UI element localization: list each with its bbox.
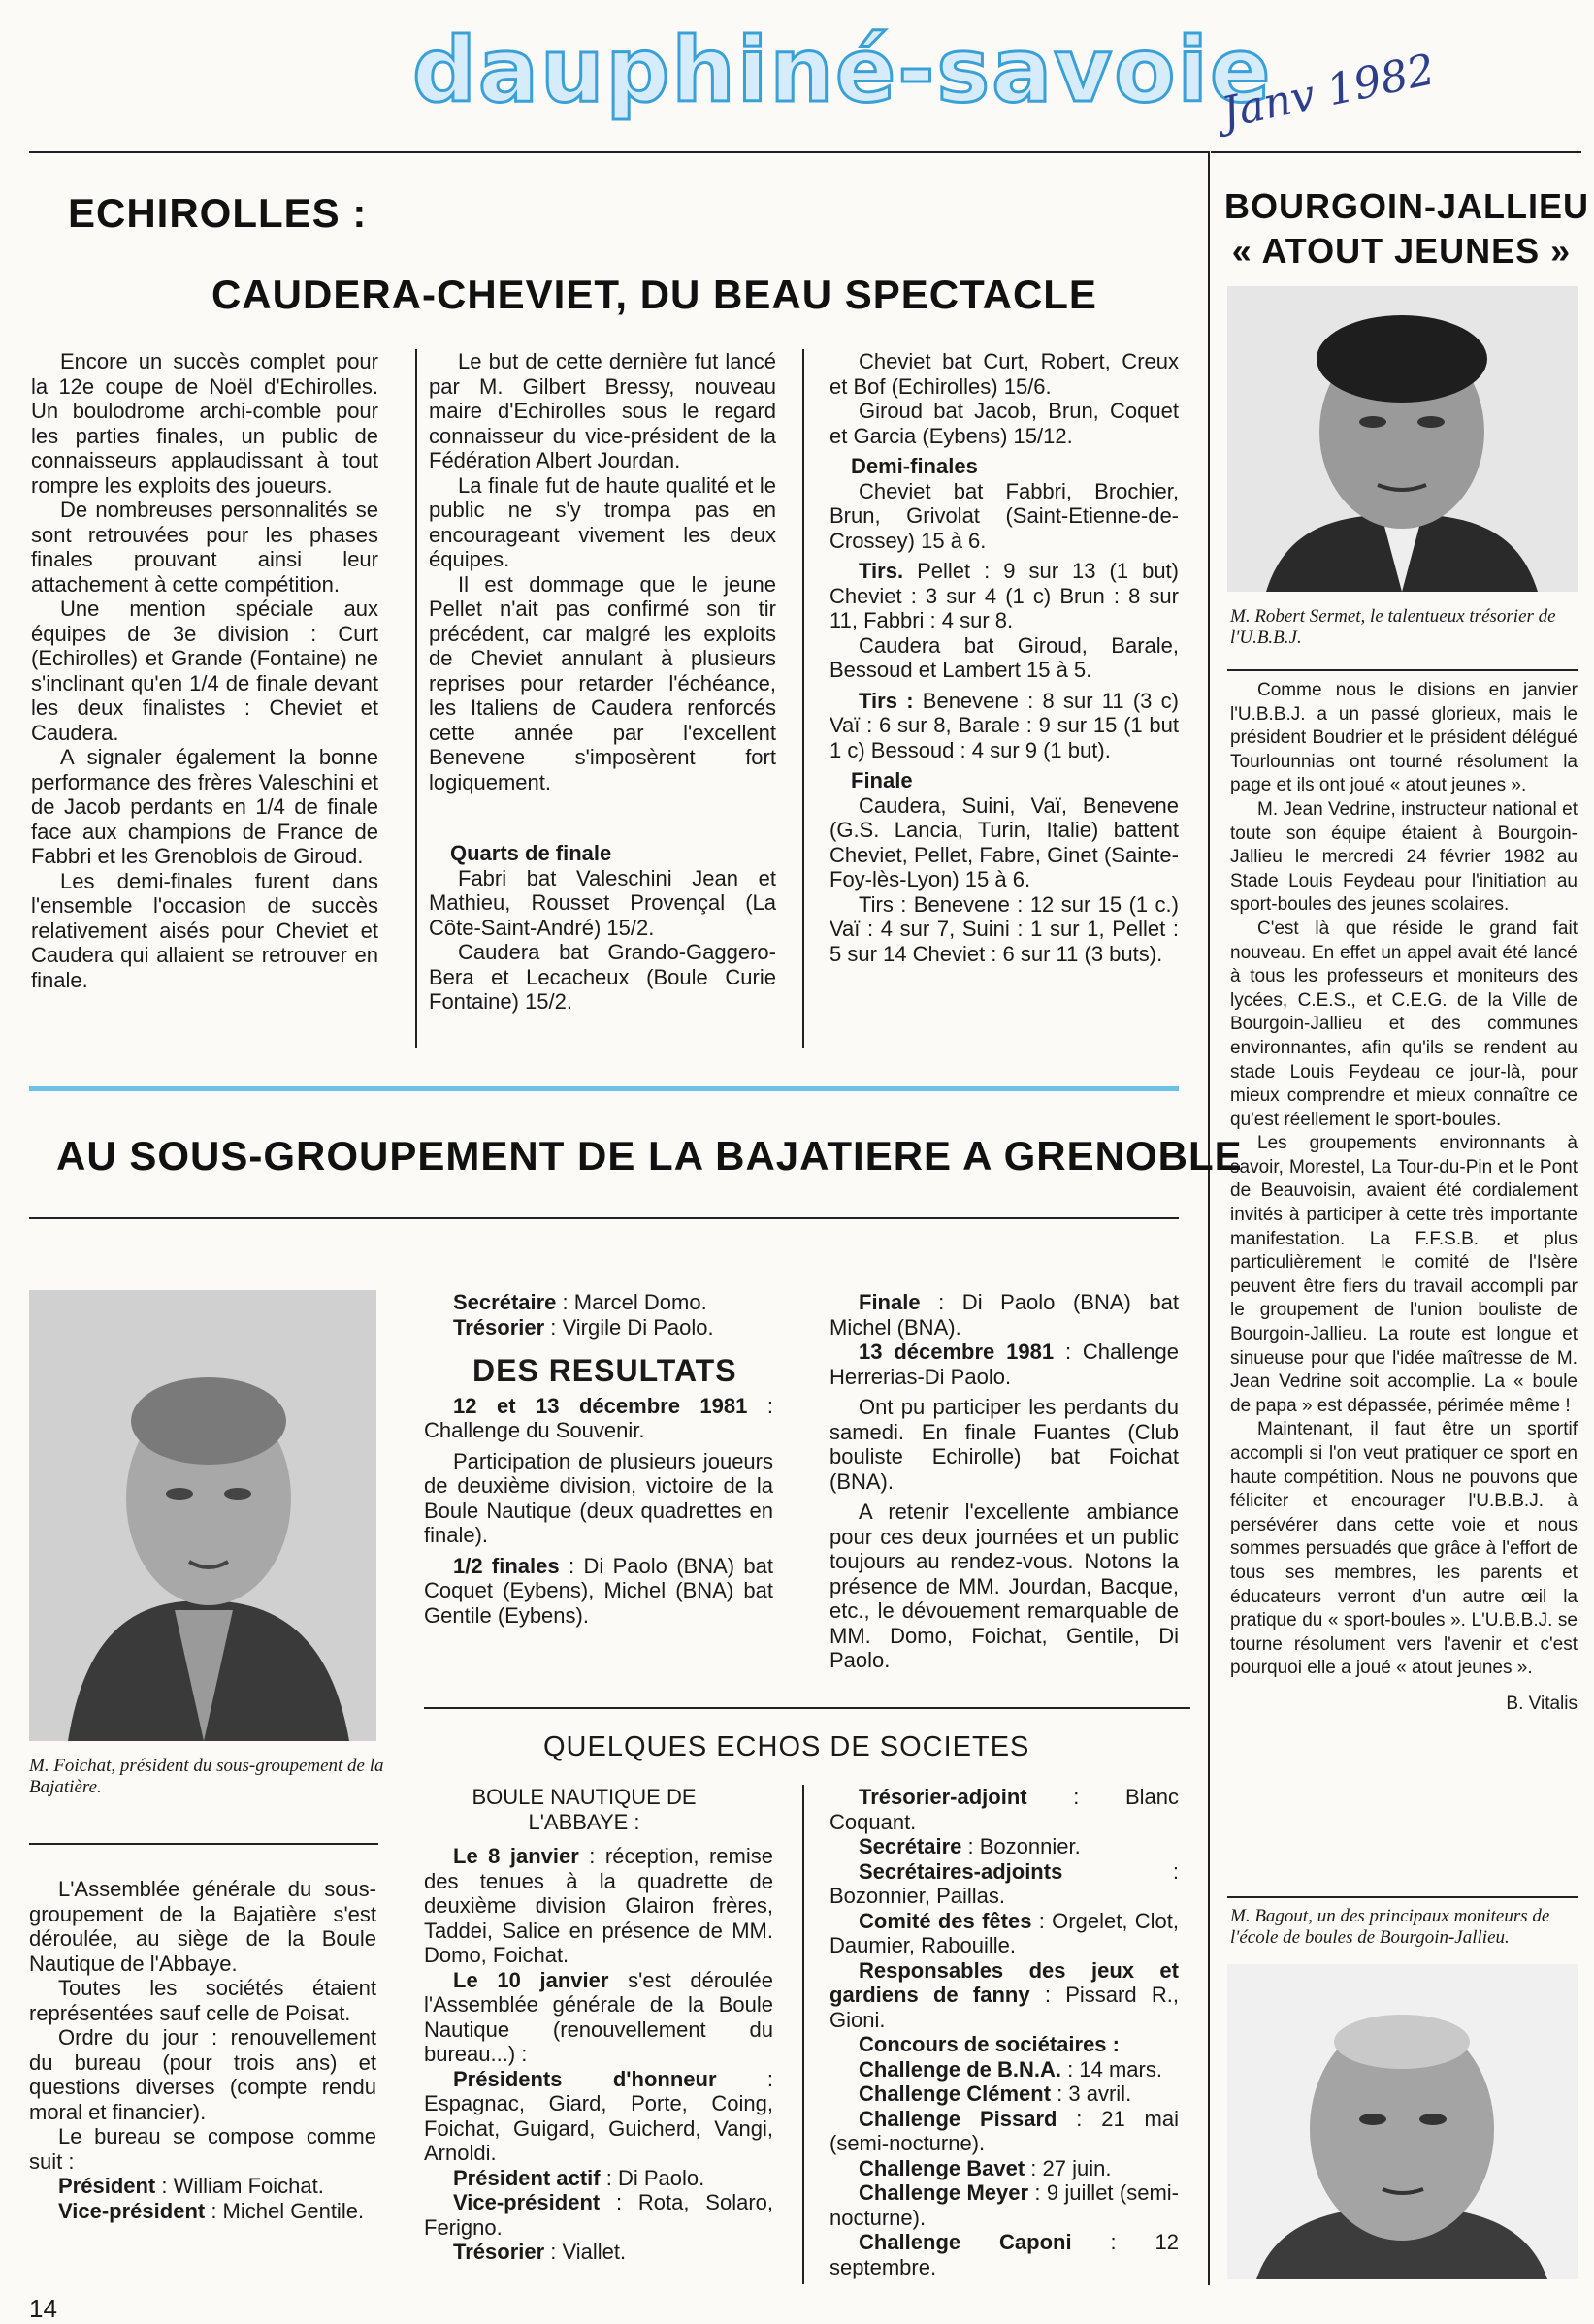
value: : Di Paolo (BNA) bat Coquet (Eybens), Michel (BNA) bat Gentile (Eybens). xyxy=(424,1553,774,1628)
label: Challenge de B.N.A. xyxy=(859,2056,1062,2082)
foichat-caption: M. Foichat, président du sous-groupement de la Bajatière. xyxy=(29,1756,384,1797)
label: Responsables des jeux et gardiens de fanny xyxy=(830,1957,1179,2007)
paragraph: Le but de cette dernière fut lancé par M. Gilbert Bressy, nouveau maire d'Echirolles sous le regard connaisseur du vice-président de la Fédération Albert Jourdan. xyxy=(429,349,776,472)
col-rule-2 xyxy=(802,349,804,1048)
foichat-photo xyxy=(29,1290,376,1741)
value: : réception, remise des tenues à la quadrette de deuxième division Glairon frères, Taddei, Salice en présence de MM. Domo, Foichat. xyxy=(424,1844,773,1967)
paragraph: Cheviet bat Fabbri, Brochier, Brun, Grivolat (Saint-Etienne-de-Crossey) 15 à 6. xyxy=(830,478,1179,553)
bajatiere-col-3 xyxy=(830,1290,1179,1673)
label: Présidents d'honneur xyxy=(453,2066,717,2091)
label: 1/2 finales xyxy=(453,1553,560,1578)
bajatiere-col-2 xyxy=(424,1290,773,1628)
paragraph: Participation de plusieurs joueurs de deuxième division, victoire de la Boule Nautique (deux quadrettes en finale). xyxy=(424,1448,773,1547)
paragraph: Comme nous le disions en janvier l'U.B.B.J. a un passé glorieux, mais le président Boudrier et le président délégué Tourlounnias ont tourné résolument la page et ils ont joué « atout jeunes ». xyxy=(1230,680,1578,796)
tirs-label: Tirs : xyxy=(859,688,914,713)
label: Le 8 janvier xyxy=(453,1844,579,1868)
value: : William Foichat. xyxy=(155,2174,324,2198)
value: : 27 juin. xyxy=(1025,2155,1112,2180)
echos-col-1 xyxy=(424,1785,773,2265)
value: : 3 avril. xyxy=(1051,2082,1132,2106)
paragraph: A signaler également la bonne performance des frères Valeschini et de Jacob perdants en 1/4 de finale face aux champions de France de Fabbri et les Grenoblois de Giroud. xyxy=(31,745,378,868)
label: Président actif xyxy=(453,2165,601,2190)
value: : 12 septembre. xyxy=(830,2230,1179,2279)
value: : Blanc Coquant. xyxy=(830,1785,1179,1834)
blue-rule xyxy=(29,1086,1179,1091)
portrait-illustration xyxy=(1227,286,1578,592)
paragraph: Caudera bat Grando-Gaggero-Bera et Lecacheux (Boule Curie Fontaine) 15/2. xyxy=(429,940,776,1014)
top-rule-right xyxy=(1211,151,1581,153)
portrait-illustration xyxy=(29,1290,376,1741)
value: : 21 mai (semi-nocturne). xyxy=(830,2106,1179,2155)
echos-col-2 xyxy=(830,1785,1179,2279)
label: Challenge Pissard xyxy=(859,2106,1057,2131)
paragraph: Giroud bat Jacob, Brun, Coquet et Garcia (Eybens) 15/12. xyxy=(830,399,1179,448)
label: Finale xyxy=(859,1290,921,1314)
bajatiere-col-1 xyxy=(29,1877,376,2223)
masthead: dauphiné-savoie xyxy=(412,18,1273,122)
col-rule-1 xyxy=(415,349,417,1048)
label: Président xyxy=(58,2174,156,2198)
echirolles-col-3 xyxy=(830,349,1179,966)
caption-rule xyxy=(29,1843,378,1845)
signature: B. Vitalis xyxy=(1506,1693,1578,1714)
label: Challenge Caponi xyxy=(859,2230,1072,2254)
column-divider xyxy=(1208,151,1210,2285)
tirs-label: Tirs. xyxy=(859,559,904,583)
bajatiere-title: AU SOUS-GROUPEMENT DE LA BAJATIERE A GRENOBLE xyxy=(56,1133,1243,1178)
label: Secrétaires-adjoints xyxy=(859,1858,1063,1884)
handwritten-date: Janv 1982 xyxy=(1217,45,1440,139)
paragraph: A retenir l'excellente ambiance pour ces deux journées et un public toujours au rendez-vous. Notons la présence de MM. Jourdan, Bacque, etc., le dévouement remarquable de MM. Domo, Foichat, Gentile, Di Paolo. xyxy=(830,1500,1179,1672)
echirolles-subtitle: CAUDERA-CHEVIET, DU BEAU SPECTACLE xyxy=(211,272,1097,317)
value: : Challenge Herrerias-Di Paolo. xyxy=(830,1340,1179,1389)
value: : Virgile Di Paolo. xyxy=(544,1314,714,1340)
paragraph: Fabri bat Valeschini Jean et Mathieu, Rousset Provençal (La Côte-Saint-André) 15/2. xyxy=(429,865,776,940)
value: : Marcel Domo. xyxy=(556,1290,707,1314)
quarts-heading: Quarts de finale xyxy=(450,841,612,865)
value: : Challenge du Souvenir. xyxy=(424,1393,773,1442)
paragraph: L'Assemblée générale du sous-groupement de la Bajatière s'est déroulée, au siège de la Boule Nautique de l'Abbaye. xyxy=(29,1877,376,1976)
bagout-photo xyxy=(1227,1964,1578,2279)
echos-top-rule xyxy=(424,1707,1190,1709)
bajatiere-rule xyxy=(29,1217,1179,1219)
tirs-text: Pellet : 9 sur 13 (1 but) Cheviet : 3 sur 4 (1 c) Brun : 8 sur 11, Fabbri : 4 sur 8. xyxy=(830,559,1179,632)
paragraph: Les groupements environnants à savoir, Morestel, La Tour-du-Pin et le Pont de Beauvoisin, avaient été cordialement invités à participer à cette très importante manifestation. La F.F.S.B. et plus particulièrement le comité de l'Isère peuvent être fiers du travail accompli par le groupement de l'union bouliste de Bourgoin-Jallieu. La route est longue et sinueuse pour que l'idée maîtresse de M. Jean Vedrine soit accomplie. La « boule de papa » est dépassée, périmée même ! xyxy=(1230,1133,1578,1416)
paragraph: M. Jean Vedrine, instructeur national et toute son équipe étaient à Bourgoin-Jallieu le mercredi 24 février 1982 au Stade Louis Feydeau pour l'initiation au sport-boules des jeunes scolaires. xyxy=(1230,798,1578,916)
paragraph: Il est dommage que le jeune Pellet n'ait pas confirmé son tir précédent, car malgré les exploits de Cheviet annulant à plusieurs reprises pour retarder l'échéance, les Italiens de Caudera renforcés cette année par l'excellent Benevene s'imposèrent fort logiquement. xyxy=(429,571,776,794)
label: Vice-président xyxy=(58,2198,206,2223)
value: : Bozonnier. xyxy=(961,1834,1081,1858)
label: Vice-président xyxy=(453,2190,601,2214)
paragraph: Cheviet bat Curt, Robert, Creux et Bof (Echirolles) 15/6. xyxy=(830,349,1179,399)
resultats-heading: DES RESULTATS xyxy=(472,1353,737,1388)
tirs-text: Benevene : 8 sur 11 (3 c) Vaï : 6 sur 8, Barale : 9 sur 15 (1 but 1 c) Bessoud : 4 sur 9 (1 but). xyxy=(830,688,1179,762)
bourgoin-body xyxy=(1230,679,1578,1717)
finale-heading: Finale xyxy=(851,768,913,792)
value: : Espagnac, Giard, Porte, Coing, Foichat, Guigard, Guicherd, Vangi, Arnoldi. xyxy=(424,2066,773,2165)
signature-rule xyxy=(1227,1896,1578,1898)
paragraph: Le bureau se compose comme suit : xyxy=(29,2124,376,2174)
portrait-illustration xyxy=(1227,1964,1578,2279)
label: Secrétaire xyxy=(453,1290,557,1314)
bourgoin-subtitle: « ATOUT JEUNES » xyxy=(1231,231,1572,271)
label: Trésorier-adjoint xyxy=(859,1785,1027,1809)
echirolles-col-2 xyxy=(429,349,776,1015)
page-number: 14 xyxy=(29,2294,57,2323)
sermet-caption: M. Robert Sermet, le talentueux trésorier de l'U.B.B.J. xyxy=(1230,606,1556,648)
paragraph: Encore un succès complet pour la 12e coupe de Noël d'Echirolles. Un boulodrome archi-comble pour les parties finales, un public de connaisseurs applaudissant à tout rompre les exploits des joueurs. xyxy=(31,349,378,498)
label: 12 et 13 décembre 1981 xyxy=(453,1393,748,1418)
label: Le 10 janvier xyxy=(453,1967,609,1992)
label: Secrétaire xyxy=(859,1834,962,1858)
demi-heading: Demi-finales xyxy=(851,454,978,478)
club-name: BOULE NAUTIQUE DE L'ABBAYE : xyxy=(472,1785,697,1834)
top-rule xyxy=(29,151,1208,153)
paragraph: Ont pu participer les perdants du samedi. En finale Fuantes (Club bouliste Echirolle) bat Foichat (BNA). xyxy=(830,1395,1179,1494)
value: : Viallet. xyxy=(544,2240,627,2264)
paragraph: De nombreuses personnalités se sont retrouvées pour les phases finales prouvant ainsi leur attachement à cette compétition. xyxy=(31,498,378,597)
label: Challenge Clément xyxy=(859,2082,1052,2106)
value: s'est déroulée l'Assemblée générale de la Boule Nautique (renouvellement du bureau...) : xyxy=(424,1967,773,2066)
value: : Michel Gentile. xyxy=(205,2198,365,2223)
bagout-caption: M. Bagout, un des principaux moniteurs de l'école de boules de Bourgoin-Jallieu. xyxy=(1230,1906,1550,1948)
sermet-photo xyxy=(1227,286,1578,592)
paragraph: Une mention spéciale aux équipes de 3e division : Curt (Echirolles) et Grande (Fontaine) ne s'inclinant qu'en 1/4 de finale devant les deux finalistes : Cheviet et Caudera. xyxy=(31,597,378,745)
paragraph: La finale fut de haute qualité et le public ne s'y trompa pas en encourageant vivement les deux équipes. xyxy=(429,472,776,571)
paragraph: Ordre du jour : renouvellement du bureau (pour trois ans) et questions diverses (compte rendu moral et financier). xyxy=(29,2025,376,2124)
paragraph: Maintenant, il faut être un sportif accompli si l'on veut pratiquer ce sport en haute compétition. Nous ne pouvons que féliciter et encourager l'U.B.B.J. à persévérer dans cette voie et nous sommes persuadés que grâce à l'effort de tous ses membres, les parents et éducateurs verront d'un autre œil la pratique du « sport-boules ». L'U.B.B.J. se tourne résolument vers l'avenir et c'est pourquoi elle a joué « atout jeunes ». xyxy=(1230,1419,1578,1679)
value: : Bozonnier, Paillas. xyxy=(830,1858,1179,1908)
value: : Di Paolo (BNA) bat Michel (BNA). xyxy=(830,1290,1179,1340)
value: : Orgelet, Clot, Daumier, Rabouille. xyxy=(830,1908,1179,1957)
paragraph: Les demi-finales furent dans l'ensemble l'occasion de succès relativement aisés pour Cheviet et Caudera qui allaient se retrouver en finale. xyxy=(31,868,378,992)
echos-title: QUELQUES ECHOS DE SOCIETES xyxy=(543,1731,1030,1762)
value: : 14 mars. xyxy=(1061,2056,1162,2082)
paragraph: Caudera, Suini, Vaï, Benevene (G.S. Lancia, Turin, Italie) battent Cheviet, Pellet, Fabre, Ginet (Sainte-Foy-lès-Lyon) 15 à 6. xyxy=(830,792,1179,891)
value: : Pissard R., Gioni. xyxy=(830,1983,1179,2032)
label: Comité des fêtes xyxy=(859,1908,1032,1933)
label: Challenge Bavet xyxy=(859,2155,1025,2180)
value: : Di Paolo. xyxy=(600,2165,705,2190)
bourgoin-title: BOURGOIN-JALLIEU xyxy=(1224,186,1589,226)
echirolles-col-1 xyxy=(31,349,378,992)
col-rule-echos xyxy=(802,1785,804,2284)
label: Concours de sociétaires : xyxy=(859,2032,1120,2056)
label: Trésorier xyxy=(453,1314,545,1340)
paragraph: C'est là que réside le grand fait nouveau. En effet un appel avait été lancé à tous les professeurs et moniteurs des lycées, C.E.S., et C.E.G. de la Ville de Bourgoin-Jallieu et des communes environnantes, afin qu'ils se rendent au stade Louis Feydeau ce jour-là, pour mieux comprendre et mieux connaître ce qu'est réellement le sport-boules. xyxy=(1230,918,1578,1130)
echirolles-title: ECHIROLLES : xyxy=(68,190,368,236)
value: : Rota, Solaro, Ferigno. xyxy=(424,2190,773,2240)
value: : 9 juillet (semi-nocturne). xyxy=(830,2180,1179,2230)
label: Challenge Meyer xyxy=(859,2180,1029,2205)
paragraph: Toutes les sociétés étaient représentées sauf celle de Poisat. xyxy=(29,1976,376,2025)
label: Trésorier xyxy=(453,2240,545,2264)
label: 13 décembre 1981 xyxy=(859,1340,1055,1364)
caption-rule xyxy=(1227,669,1578,671)
paragraph: Caudera bat Giroud, Barale, Bessoud et Lambert 15 à 5. xyxy=(830,632,1179,682)
paragraph: Tirs : Benevene : 12 sur 15 (1 c.) Vaï : 4 sur 7, Suini : 1 sur 1, Pellet : 5 sur 14 Cheviet : 6 sur 11 (3 buts). xyxy=(830,891,1179,966)
